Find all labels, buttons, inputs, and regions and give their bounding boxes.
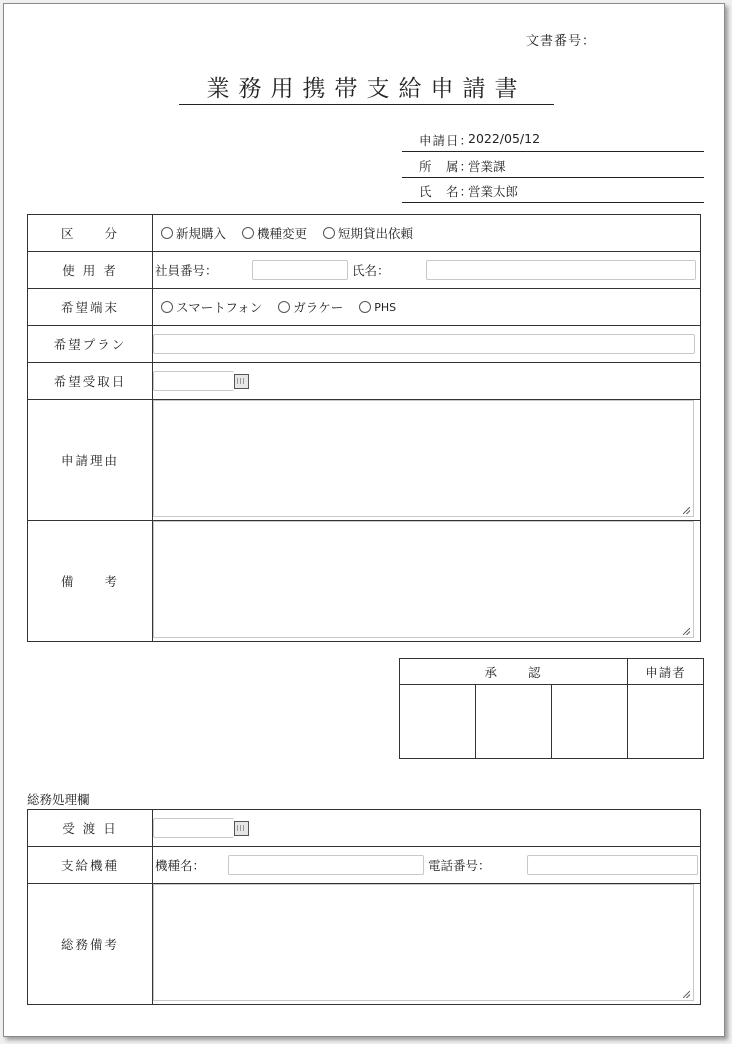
phone-number-label: 電話番号： — [428, 858, 491, 873]
stamp-box — [628, 685, 704, 759]
device-option-phs[interactable]: PHS — [359, 301, 396, 314]
admin-table — [27, 809, 701, 1005]
employee-no-label: 社員番号： — [155, 263, 218, 278]
admin-remarks-label: 総務備考 — [28, 884, 153, 1005]
device-option-feature-phone[interactable]: ガラケー — [278, 298, 343, 316]
applicant-name-label: 氏 名： — [419, 184, 474, 199]
document-title: 業務用携帯支給申請書 — [179, 70, 554, 105]
model-fields — [153, 847, 701, 884]
handover-date-input[interactable] — [153, 818, 234, 838]
approval-table — [399, 658, 704, 759]
approval-label: 承 認 — [400, 659, 628, 685]
department-row — [402, 152, 704, 178]
user-name-input[interactable] — [426, 260, 696, 280]
approval-stamp-row — [400, 685, 704, 759]
device-label: 希望端末 — [28, 289, 153, 326]
admin-remarks-textarea[interactable] — [153, 884, 694, 1001]
calendar-icon[interactable] — [234, 374, 249, 389]
plan-input[interactable] — [153, 334, 695, 354]
admin-section-label: 総務処理欄 — [27, 792, 90, 807]
application-form-table — [27, 214, 701, 642]
handover-date-row — [28, 810, 701, 847]
remarks-textarea[interactable] — [153, 521, 694, 638]
radio-icon — [161, 227, 173, 239]
remarks-field — [153, 521, 701, 642]
reason-row — [28, 400, 701, 521]
user-fields — [153, 252, 701, 289]
user-row — [28, 252, 701, 289]
model-name-input[interactable] — [228, 855, 424, 875]
admin-remarks-row — [28, 884, 701, 1005]
handover-date-label: 受 渡 日 — [28, 810, 153, 847]
reason-label: 申請理由 — [28, 400, 153, 521]
application-date-value: 2022/05/12 — [468, 131, 541, 146]
resize-grip-icon[interactable] — [683, 991, 690, 998]
receive-date-input[interactable] — [153, 371, 234, 391]
category-option-loan[interactable]: 短期貸出依頼 — [323, 224, 413, 242]
category-row — [28, 215, 701, 252]
user-name-label: 氏名： — [352, 263, 390, 278]
remarks-row — [28, 521, 701, 642]
plan-field — [153, 326, 701, 363]
application-date-row — [402, 126, 704, 152]
plan-row — [28, 326, 701, 363]
resize-grip-icon[interactable] — [683, 507, 690, 514]
stamp-box — [476, 685, 552, 759]
employee-no-input[interactable] — [252, 260, 348, 280]
stamp-box — [552, 685, 628, 759]
category-options — [153, 215, 701, 252]
document-number-label: 文書番号： — [525, 34, 596, 49]
category-option-change[interactable]: 機種変更 — [242, 224, 307, 242]
radio-icon — [359, 301, 371, 313]
reason-field — [153, 400, 701, 521]
device-option-smartphone[interactable]: スマートフォン — [161, 298, 262, 316]
applicant-name-value: 営業太郎 — [468, 184, 519, 199]
department-label: 所 属： — [419, 159, 474, 174]
model-row — [28, 847, 701, 884]
remarks-label: 備 考 — [28, 521, 153, 642]
applicant-stamp-label: 申請者 — [628, 659, 704, 685]
reason-textarea[interactable] — [153, 400, 694, 517]
radio-icon — [278, 301, 290, 313]
radio-icon — [242, 227, 254, 239]
document-page — [3, 3, 725, 1037]
admin-remarks-field — [153, 884, 701, 1005]
calendar-icon[interactable] — [234, 821, 249, 836]
model-label: 支給機種 — [28, 847, 153, 884]
radio-icon — [323, 227, 335, 239]
application-date-label: 申請日： — [419, 133, 474, 148]
department-value: 営業課 — [468, 159, 506, 174]
category-label: 区 分 — [28, 215, 153, 252]
receive-date-label: 希望受取日 — [28, 363, 153, 400]
device-options — [153, 289, 701, 326]
model-name-label: 機種名： — [155, 858, 206, 873]
radio-icon — [161, 301, 173, 313]
receive-date-row — [28, 363, 701, 400]
handover-date-field — [153, 810, 701, 847]
receive-date-field — [153, 363, 701, 400]
phone-number-input[interactable] — [527, 855, 698, 875]
device-row — [28, 289, 701, 326]
user-label: 使 用 者 — [28, 252, 153, 289]
approval-header-row — [400, 659, 704, 685]
category-option-new[interactable]: 新規購入 — [161, 224, 226, 242]
resize-grip-icon[interactable] — [683, 628, 690, 635]
stamp-box — [400, 685, 476, 759]
plan-label: 希望プラン — [28, 326, 153, 363]
applicant-name-row — [402, 177, 704, 203]
